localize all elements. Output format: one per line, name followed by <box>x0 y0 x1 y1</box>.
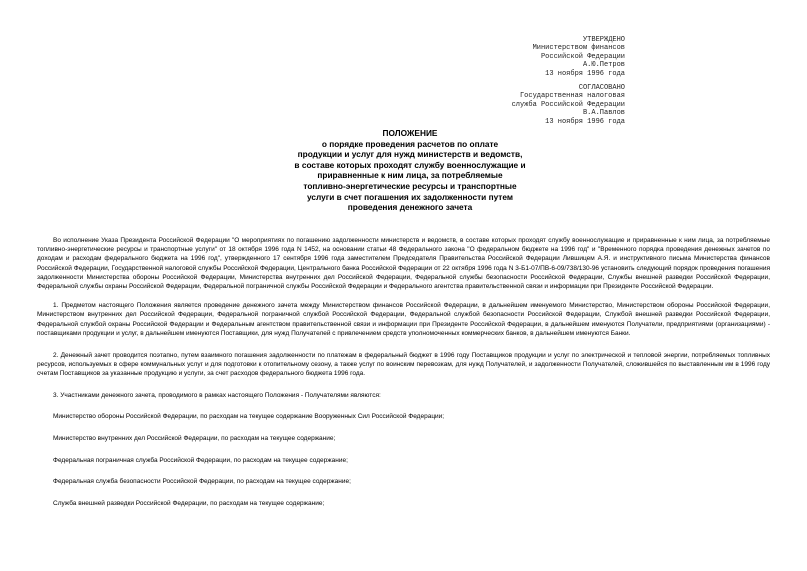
agreement-line: СОГЛАСОВАНО <box>578 84 625 92</box>
approval-stamp <box>533 36 625 78</box>
intro-paragraph: Во исполнение Указа Президента Российской Федерации "О мероприятиях по погашению задолженности министерств и ведомств, в составе которых проходят службу военнослужащие и приравненные к ним лица, за потребляемые топливно-энергетические ресурсы и транспортные услуги" от 18 октября 1996 года N 1452, на основании статьи 48 Федерального закона "О федеральном бюджете на 1996 год" и "Временного порядка проведения денежных зачетов по доходам и расходам федерального бюджета на 1996 год", утвержденного 17 сентября 1996 года заместителем Председателя Правительства Российской Федерации Лившицем А.Я. и инструктивного письма Министерства финансов Российской Федерации, Государственной налоговой службы Российской Федерации, Центрального банка Российской Федерации от 22 октября 1996 года N 3-Б1-07/ПВ-6-09/738/130-96 установить следующий порядок проведения погашения задолженности Министерства обороны Российской Федерации, Министерства внутренних дел Российской Федерации, Федеральной службы безопасности Российской Федерации, Службы внешней разведки Российской Федерации, Федеральной службы охраны Российской Федерации, Федеральной пограничной службы Российской Федерации и Федерального агентства правительственной связи и информации при Президенте Российской Федерации. <box>37 237 770 291</box>
agreement-line: служба Российской Федерации <box>511 100 625 109</box>
agreement-line: В.А.Павлов <box>582 109 625 118</box>
approval-line: Российской Федерации <box>540 52 625 61</box>
title-line: приравненные к ним лица, за потребляемые <box>317 170 503 181</box>
title-line: в составе которых проходят службу военнослужащие и <box>294 159 526 170</box>
list-item: Министерство внутренних дел Российской Федерации, по расходам на текущее содержание; <box>53 435 336 443</box>
approval-line: 13 ноября 1996 года <box>545 69 625 78</box>
list-item: Служба внешней разведки Российской Федерации, по расходам на текущее содержание; <box>53 500 325 508</box>
title-line: о порядке проведения расчетов по оплате <box>321 138 499 149</box>
list-item: Федеральная пограничная служба Российской Федерации, по расходам на текущее содержание; <box>53 456 348 464</box>
agreement-stamp <box>512 84 625 126</box>
agreement-line: Государственная налоговая <box>519 92 625 101</box>
title-line: проведения денежного зачета <box>347 202 473 213</box>
document-body <box>37 236 770 508</box>
title-line: топливно-энергетические ресурсы и транспортные <box>303 180 517 191</box>
paragraph-3: 3. Участниками денежного зачета, проводимого в рамках настоящего Положения - Получателями являются: <box>53 391 381 399</box>
title-line: услуги в счет погашения их задолженности путем <box>306 191 514 202</box>
agreement-line: 13 ноября 1996 года <box>545 117 625 126</box>
title-line: ПОЛОЖЕНИЕ <box>382 128 438 138</box>
paragraph-1: 1. Предметом настоящего Положения является проведение денежного зачета между Министерством финансов Российской Федерации, в дальнейшем именуемого Министерство, Министерством обороны Российской Федерации, Министерством внутренних дел Российской Федерации, Федеральной пограничной службой Российской Федерации, Федеральной службой безопасности Российской Федерации, Службой внешней разведки Российской Федерации, Федеральной службой охраны Российской Федерации и Федеральным агентством правительственной связи и информации при Президенте Российской Федерации, в дальнейшем именуются Получатели, предприятиями (организациями) - поставщиками продукции и услуг, в дальнейшем именуются Поставщики, для нужд Получателей с привлечением средств уполномоченных коммерческих банков, в дальнейшем именуются Банки. <box>37 302 770 337</box>
approval-line: УТВЕРЖДЕНО <box>582 36 625 44</box>
list-item: Федеральная служба безопасности Российской Федерации, по расходам на текущее содержание; <box>53 478 351 486</box>
participants-list <box>37 412 770 508</box>
document-title <box>230 128 590 213</box>
paragraph-2: 2. Денежный зачет проводится поэтапно, путем взаимного погашения задолженности по платежам в федеральный бюджет в 1996 году Поставщиков продукции и услуг по электрической и тепловой энергии, потребляемых топливных ресурсов, используемых в сфере коммунальных услуг и для подготовки к отопительному сезону, а также услуг по воинским перевозкам, для нужд Получателей, и задолженности Получателей, сложившейся по выставленным им в 1996 году счетам Поставщиков за указанные продукцию и услуги, за счет расходов федерального бюджета 1996 года. <box>37 352 770 378</box>
list-item: Министерство обороны Российской Федерации, по расходам на текущее содержание Вооруженных Сил Российской Федерации; <box>53 413 445 421</box>
title-line: продукции и услуг для нужд министерств и ведомств, <box>297 149 523 160</box>
approval-line: А.Ю.Петров <box>582 61 625 70</box>
approval-line: Министерством финансов <box>532 44 625 53</box>
